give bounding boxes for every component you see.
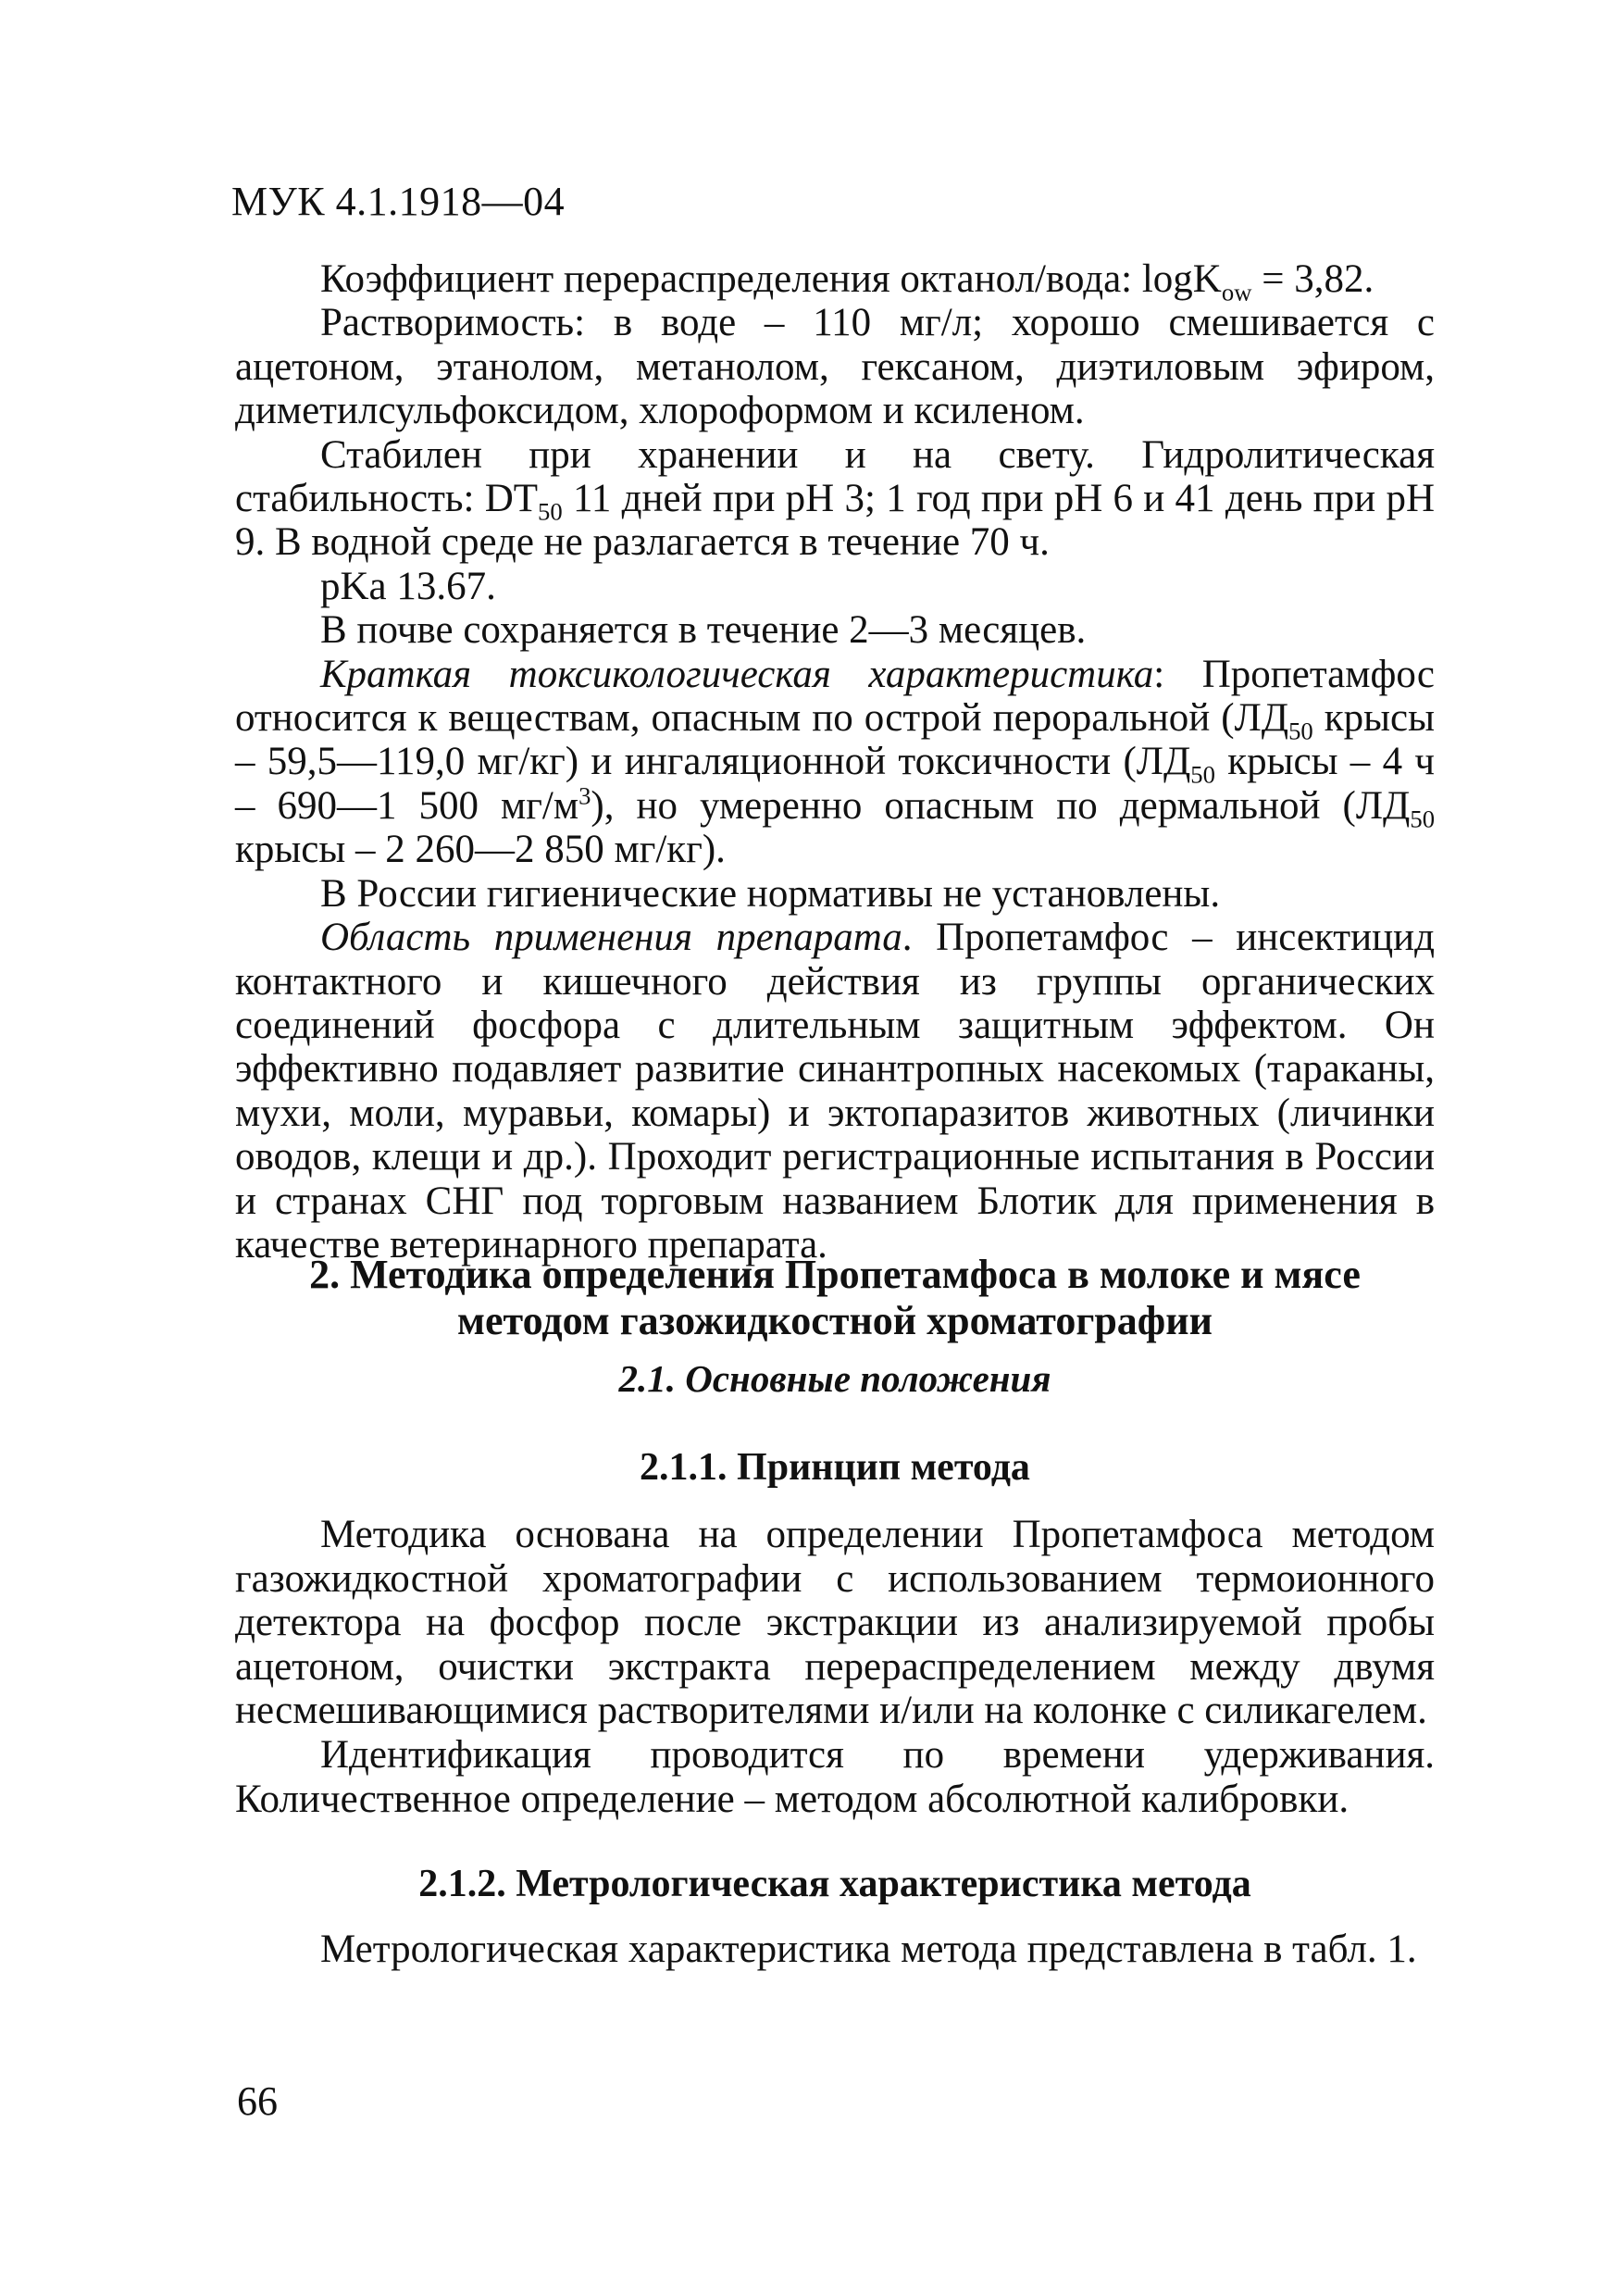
stability-paragraph: Стабилен при хранении и на свету. Гидролитическая стабильность: $DT_{50}$ 11 дней при pH 3; 1 год при pH 6 и 41 день при pH 9. В водной среде не разлагается в течение 70 ч.	[235, 432, 1435, 565]
properties-block	[235, 257, 1435, 1267]
scope-label: Область применения препарата	[320, 916, 902, 960]
principle-block	[235, 1513, 1435, 1821]
toxicology-label: Краткая токсикологическая характеристика	[320, 652, 1154, 696]
running-title: МУК 4.1.1918—04	[231, 179, 566, 224]
metrology-paragraph: Метрологическая характеристика метода представлена в табл. 1.	[320, 1928, 1417, 1971]
section-2-title: 2. Методика определения Пропетамфоса в молоке и мясе методом газожидкостной хроматографии	[309, 1252, 1361, 1343]
page-number: 66	[237, 2078, 278, 2124]
pka-paragraph: pKa 13.67.	[320, 564, 496, 608]
norms-paragraph: В России гигиенические нормативы не установлены.	[320, 871, 1221, 916]
soil-paragraph: В почве сохраняется в течение 2—3 месяцев.	[320, 608, 1087, 653]
subsection-2-1-title: 2.1. Основные положения	[618, 1357, 1051, 1400]
kow-paragraph: Коэффициент перераспределения октанол/вода: logK$_{ow}$ = 3,82.	[320, 257, 1374, 306]
principle-paragraph-1: Методика основана на определении Пропетамфоса методом газожидкостной хроматографии с использованием термоионного детектора на фосфор после экстракции из анализируемой пробы ацетоном, очистки экстракта перераспределением между двумя несмешивающимися растворителями и/или на колонке с силикагелем.	[235, 1513, 1435, 1733]
metrology-block	[235, 1928, 1435, 1972]
solubility-paragraph: Растворимость: в воде – 110 мг/л; хорошо смешивается с ацетоном, этанолом, метанолом, гексаном, диэтиловым эфиром, диметилсульфоксидом, хлороформом и ксиленом.	[235, 301, 1435, 433]
scope-paragraph: Область применения препарата. Пропетамфос – инсектицид контактного и кишечного действия из группы органических соединений фосфора с длительным защитным эффектом. Он эффективно подавляет развитие синантропных насекомых (тараканы, мухи, моли, муравьи, комары) и эктопаразитов животных (личинки оводов, клещи и др.). Проходит регистрационные испытания в России и странах СНГ под торговым названием Блотик для применения в качестве ветеринарного препарата.	[235, 916, 1435, 1267]
toxicology-paragraph: Краткая токсикологическая характеристика: Пропетамфос относится к веществам, опасным по острой пероральной ($ЛД_{50}$ крысы – 59,5—119,0 мг/кг) и ингаляционной токсичности ($ЛД_{50}$ крысы – 4 ч – 690—1 500 $мг/м^3$), но умеренно опасным по дермальной ($ЛД_{50}$ крысы – 2 260—2 850 мг/кг).	[235, 652, 1436, 872]
subsection-2-1-2-title: 2.1.2. Метрологическая характеристика метода	[418, 1863, 1251, 1905]
principle-paragraph-2: Идентификация проводится по времени удерживания. Количественное определение – методом абсолютной калибровки.	[235, 1732, 1435, 1821]
subsection-2-1-1-title: 2.1.1. Принцип метода	[640, 1446, 1030, 1489]
